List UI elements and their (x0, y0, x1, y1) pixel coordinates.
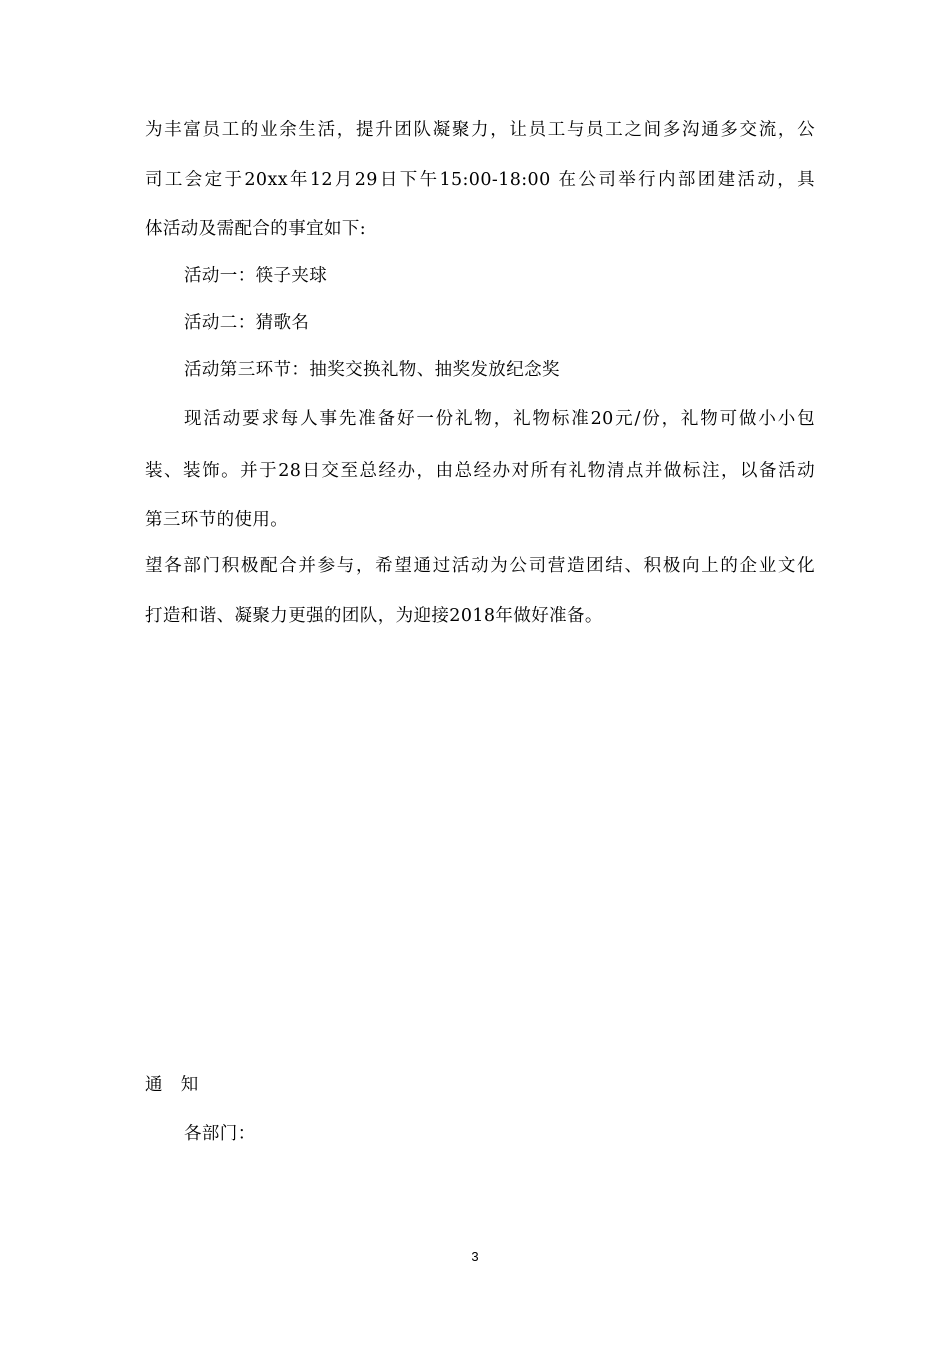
activity-1: 活动一：筷子夹球 (184, 266, 328, 286)
closing-line-2: 打造和谐、凝聚力更强的团队，为迎接2018年做好准备。 (145, 606, 603, 626)
gift-line-1: 现活动要求每人事先准备好一份礼物，礼物标准20元/份，礼物可做小小包 (184, 409, 815, 429)
intro-line-2: 司工会定于20xx年12月29日下午15:00-18:00 在公司举行内部团建活动，具 (145, 170, 815, 190)
closing-line-1: 望各部门积极配合并参与，希望通过活动为公司营造团结、积极向上的企业文化 (145, 556, 815, 576)
intro-line-1: 为丰富员工的业余生活，提升团队凝聚力，让员工与员工之间多沟通多交流，公 (145, 120, 815, 140)
activity-3: 活动第三环节：抽奖交换礼物、抽奖发放纪念奖 (184, 360, 560, 380)
notice-title: 通 知 (145, 1075, 199, 1095)
gift-line-3: 第三环节的使用。 (145, 510, 289, 530)
intro-line-3: 体活动及需配合的事宜如下: (145, 219, 367, 239)
gift-line-2: 装、装饰。并于28日交至总经办，由总经办对所有礼物清点并做标注，以备活动 (145, 461, 815, 481)
page-number: 3 (471, 1249, 479, 1264)
notice-salutation: 各部门： (184, 1124, 256, 1144)
activity-2: 活动二：猜歌名 (184, 313, 310, 333)
